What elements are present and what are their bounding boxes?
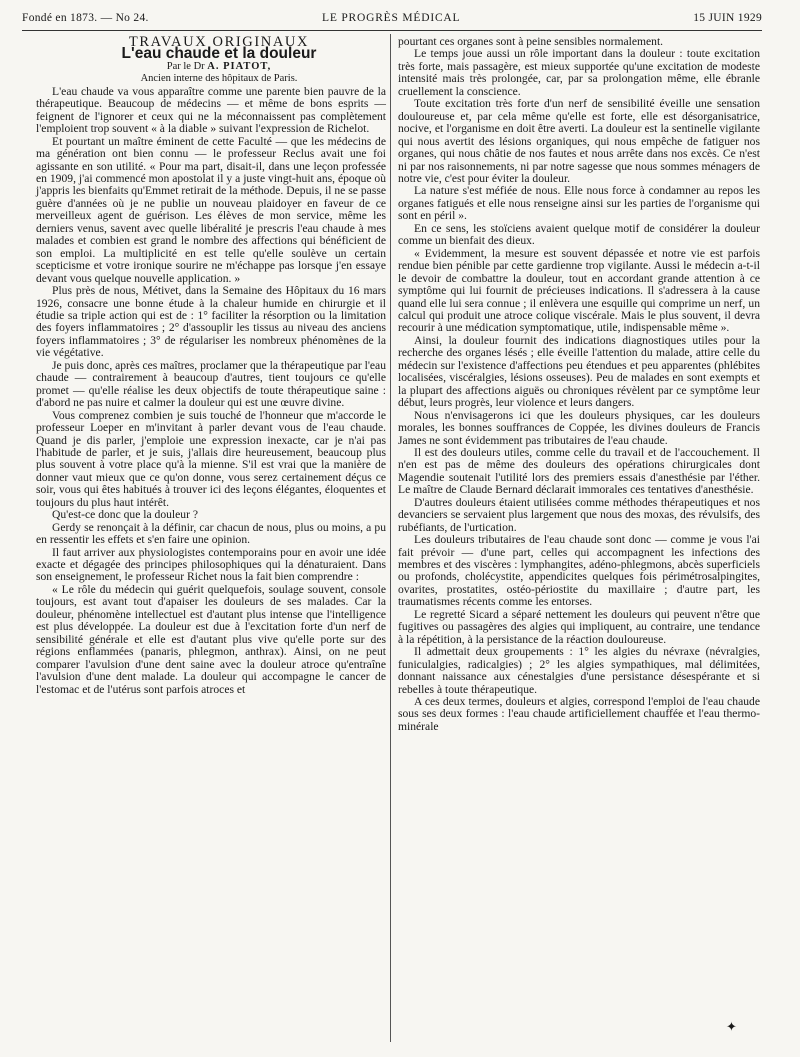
paragraph: Ainsi, la douleur fournit des indications diagnostiques utiles pour la recherche des organes lésés ; elle éveille l'attention du malade, attire celle du médecin sur l'existence d'affections peu étendues et peu apparentes (phlébites localisées, viscéralgies, lésions osseuses). Peu de malades en sont exempts et la plupart des affections aiguës ou chroniques révèlent par ce symptôme leur début, leurs progrès, leur violence et leurs dangers.: [398, 333, 760, 410]
continuation-ornament-icon: ✦: [726, 1019, 737, 1034]
paragraph: Qu'est-ce donc que la douleur ?: [52, 508, 198, 522]
author-name: A. PIATOT,: [207, 60, 272, 72]
header-rule: [22, 30, 762, 31]
paragraph: Le temps joue aussi un rôle important dans la douleur : toute excitation très forte, mais passagère, est mieux supportée qu'une excitation de modeste intensité mais très prolongée, car, par sa prolongation même, elle ébranle cruellement la conscience.: [398, 47, 760, 98]
paragraph: Les douleurs tributaires de l'eau chaude sont donc — comme je vous l'ai fait prévoir — d'une part, celles qui accompagnent les infections des membres et des viscères : lymphangites, adéno-phlegmons, abcès superficiels ou profonds, cholécystite, appendicites quelques fois périmétrosalpingites, ovarites, prostatites, ostéo-périostite du maxillaire ; d'autre part, les traumatismes récents comme les entorses.: [398, 533, 760, 609]
paragraph: Plus près de nous, Métivet, dans la Semaine des Hôpitaux du 16 mars 1926, consacre une bonne étude à la chaleur humide en chirurgie et il étudie sa triple action qui est de : 1° faciliter la résorption ou la limitation des foyers inflammatoires ; 2° d'assouplir les tissus au niveau des anciens foyers inflammatoires ; 3° de régulariser les nombreux phénomènes de la vie végétative.: [36, 284, 386, 360]
section-heading: TRAVAUX ORIGINAUX: [128, 34, 310, 50]
journal-title: LE PROGRÈS MÉDICAL: [322, 12, 461, 24]
paragraph: Le regretté Sicard a séparé nettement les douleurs qui peuvent n'être que fugitives ou passagères des algies qui impliquent, au contraire, une tendance à la répétition, à la persistance de la réaction douloureuse.: [398, 607, 760, 646]
paragraph: Gerdy se renonçait à la définir, car chacun de nous, plus ou moins, a pu en ressentir les effets et s'en faire une opinion.: [36, 520, 386, 547]
paragraph: Il faut arriver aux physiologistes contemporains pour en avoir une idée exacte et dégagée des principes philosophiques qui la dénaturaient. Dans son enseignement, le professeur Richet nous la fait bien comprendre :: [36, 545, 386, 584]
left-column: [36, 36, 386, 696]
paragraph: En ce sens, les stoïciens avaient quelque motif de considérer la douleur comme un bienfait des dieux.: [398, 221, 760, 248]
article-title: L'eau chaude et la douleur: [121, 45, 317, 63]
paragraph: Et pourtant un maître éminent de cette Faculté — que les médecins de ma génération ont bien connu — le professeur Reclus avait une foi agissante en son utilité. « Pour ma part, disait-il, dans une leçon professée en 1909, j'ai commencé mon apostolat il y a juste vingt-huit ans, époque où j'appris les bienfaits qu'Emmet retirait de la méthode. Depuis, il ne se passe guère d'années où je ne publie un nouveau plaidoyer en faveur de ce merveilleux agent de guérison. Les élèves de mon service, même les derniers venus, savent avec quelle libéralité je prescris l'eau chaude à mes malades et combien est grand le nombre des affections qui bénéficient de son emploi. La multiplicité en est telle qu'elle soulève un certain scepticisme et votre ironique sourire ne m'échappe pas lorsque j'en essaye devant vous quelque nouvelle application. »: [36, 134, 386, 285]
header-founding: Fondé en 1873. — No 24.: [22, 12, 149, 24]
byline-prefix: Par le Dr: [166, 60, 205, 72]
paragraph: Nous n'envisagerons ici que les douleurs physiques, car les douleurs morales, les bonnes souffrances de Coppée, les divines douleurs de Francis James ne sont évidemment pas tributaires de l'eau chaude.: [398, 408, 760, 447]
author-affiliation: Ancien interne des hôpitaux de Paris.: [140, 73, 298, 85]
paragraph: pourtant ces organes sont à peine sensibles normalement.: [398, 35, 664, 48]
paragraph: L'eau chaude va vous apparaître comme une parente bien pauvre de la thérapeutique. Beaucoup de médecins — et même de bons esprits — feignent de l'ignorer et ceux qui ne la méconnaissent pas complètement l'emploient trop souvent « à la diable » suivant l'expression de Richelot.: [36, 84, 386, 136]
paragraph: Toute excitation très forte d'un nerf de sensibilité éveille une sensation douloureuse et, par cela même qu'elle est forte, elle est désorganisatrice, nocive, et l'organisme en doit être averti. La douleur est la sentinelle vigilante qui nous avertit des lésions organiques, qui nous empêche de fatiguer nos organes, qui nous châtie de nos fautes et nous arrête dans nos excès. Ce n'est ni par nos raisonnements, ni par notre sagesse que nous sommes ménagers de notre vie, c'est pour éviter la douleur.: [398, 97, 760, 185]
paragraph: « Evidemment, la mesure est souvent dépassée et notre vie est parfois rendue bien pénible par cette gardienne trop vigilante. Aussi le médecin a-t-il le devoir de combattre la douleur, tout en accordant grande attention à ce symptôme qui lui fournit de précieuses indications. Il s'adressera à la cause quand elle lui sera connue ; il enlèvera une esquille qui comprime un nerf, un calcul qui produit une atroce colique viscérale. Mais le plus souvent, il devra recourir à une médication symptomatique, utile, indispensable même ».: [398, 246, 760, 335]
paragraph: Je puis donc, après ces maîtres, proclamer que la thérapeutique par l'eau chaude — contrairement à beaucoup d'autres, tient toujours ce qu'elle promet — qu'elle réalise les deux objectifs de toute thérapeutique saine : d'abord ne pas nuire et calmer la douleur qui est une œuvre divine.: [36, 358, 386, 410]
running-header: [22, 12, 762, 32]
paragraph: La nature s'est méfiée de nous. Elle nous force à condamner au repos les organes fatigués et elle nous renseigne ainsi sur les parties de l'organisme qui sont en péril ».: [398, 184, 760, 223]
column-divider: [390, 34, 391, 1042]
paragraph: D'autres douleurs étaient utilisées comme méthodes thérapeutiques et nos devanciers se servaient plus largement que nous des moxas, des révulsifs, des rubéfiants, de l'urtication.: [398, 495, 760, 534]
paragraph: Vous comprenez combien je suis touché de l'honneur que m'accorde le professeur Loeper en m'invitant à parler devant vous de l'eau chaude. Quand je dis parler, j'emploie une expression inexacte, car je n'ai pas l'habitude de parler, et je suis, j'allais dire heureusement, beaucoup plus plus souvent à votre place qu'à la mienne. S'il est vrai que la manière de donner vaut mieux que ce qu'on donne, vous serez certainement déçus ce soir, vous qui êtes habitués à trouver ici des leçons élégantes, éloquentes et toujours du plus haut intérêt.: [36, 408, 386, 509]
paragraph: « Le rôle du médecin qui guérit quelquefois, soulage souvent, console toujours, est avant tout d'apaiser les douleurs de ses malades. Car la douleur, phénomène intellectuel est d'autant plus intense que l'intelligence est plus développée. La douleur est due à l'excitation forte d'un nerf de sensibilité générale et elle est d'autant plus vive qu'elle porte sur des régions enflammées (panaris, phlegmon, anthrax). Ainsi, on ne peut comparer l'avulsion d'une dent saine avec la douleur atroce qu'entraîne l'avulsion d'une dent malade. La douleur qui accompagne le cancer de l'estomac et de l'utérus sont parfois atroces et: [36, 582, 386, 696]
paragraph: Il admettait deux groupements : 1° les algies du névraxe (névralgies, funiculalgies, radicalgies) ; 2° les algies sympathiques, mal délimitées, donnant naissance aux cénestalgies d'une persistance désespérante et si rebelles à toute thérapeutique.: [398, 645, 760, 696]
issue-date: 15 JUIN 1929: [693, 12, 762, 24]
right-column: [398, 36, 760, 733]
byline: [36, 61, 386, 73]
paragraph: Il est des douleurs utiles, comme celle du travail et de l'accouchement. Il n'en est pas de même des douleurs des opérations chirurgicales dont Magendie soutenait l'utilité lors des premiers essais d'anesthésie par l'éther. Le maître de Claude Bernard déclarait immorales ces tentatives d'anesthésie.: [398, 445, 760, 497]
paragraph: A ces deux termes, douleurs et algies, correspond l'emploi de l'eau chaude sous ses deux formes : l'eau chaude artificiellement chauffée et l'eau thermo-minérale: [398, 695, 760, 733]
